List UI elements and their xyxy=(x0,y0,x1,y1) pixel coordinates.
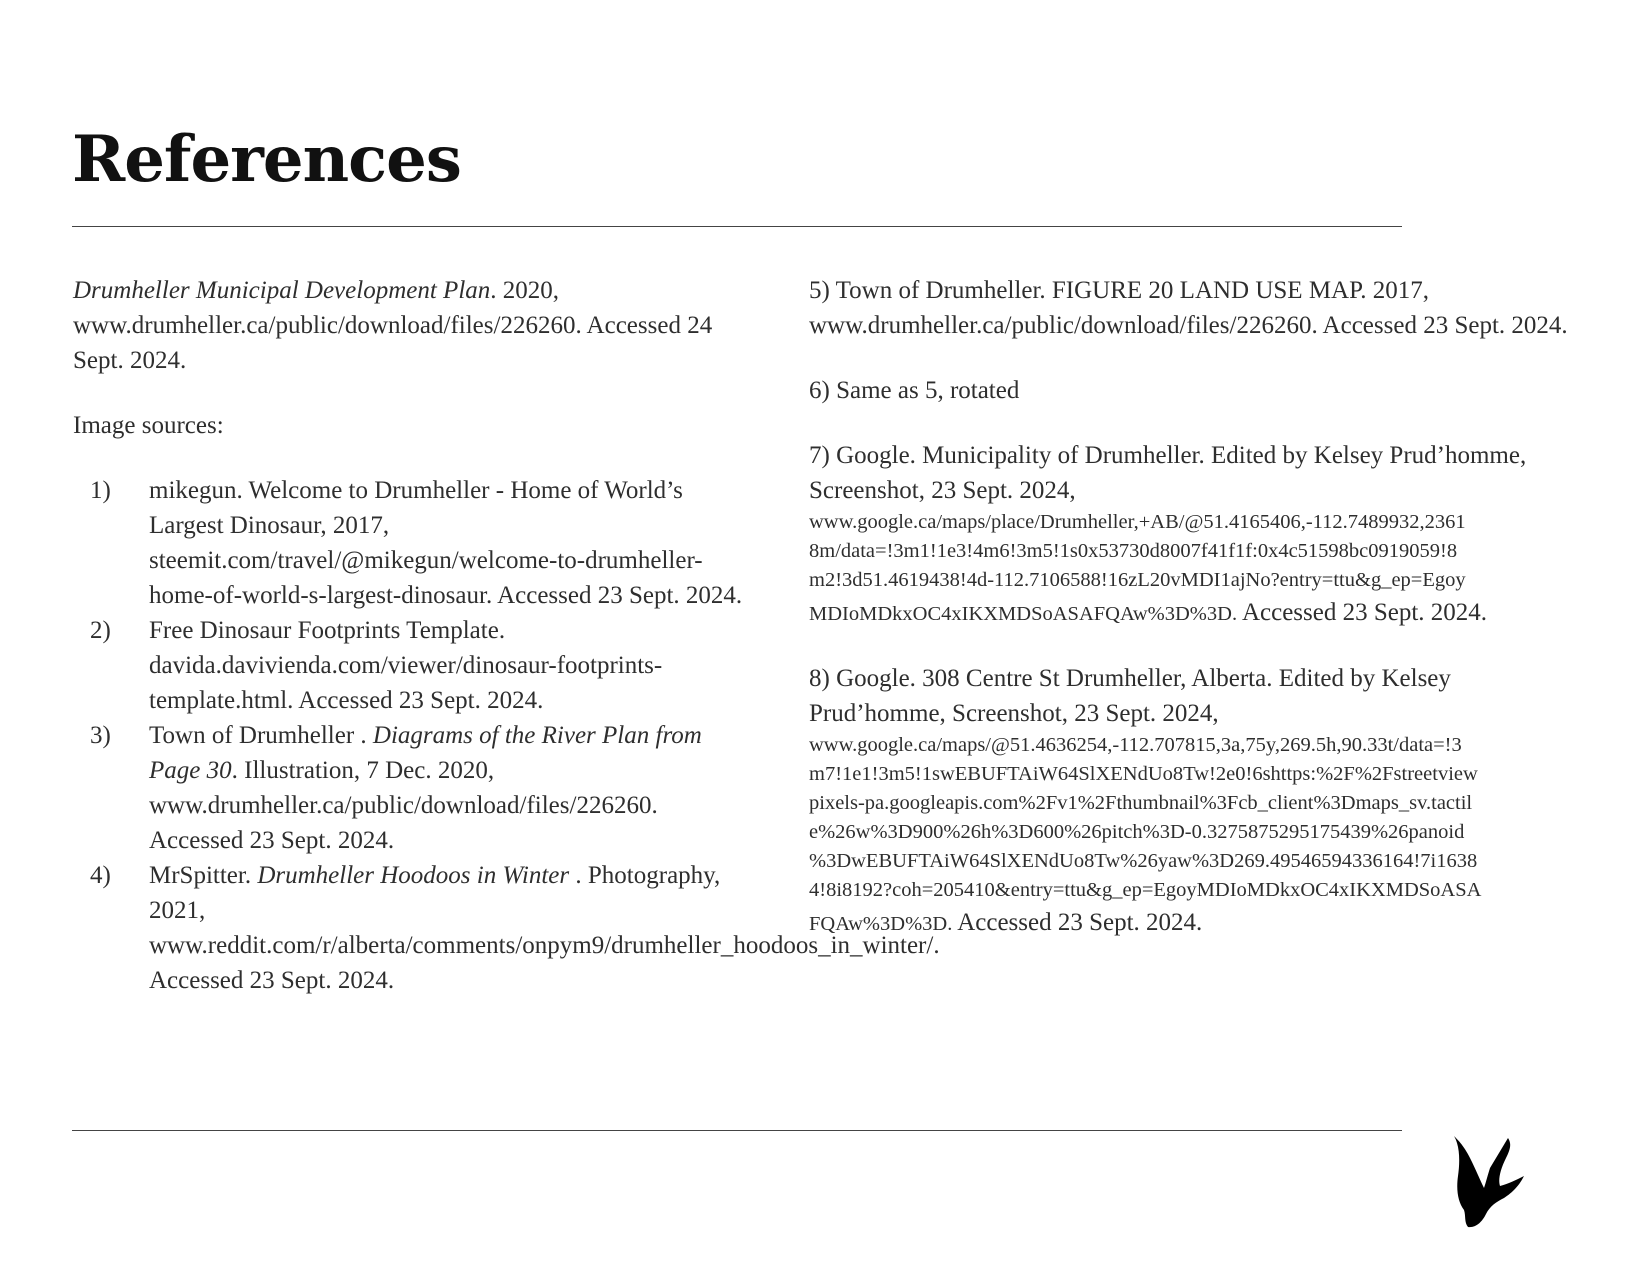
list-item-number: 1) xyxy=(90,477,111,504)
main-reference-details: . 2020, www.drumheller.ca/public/download/files/226260. Accessed 24 Sept. 2024. xyxy=(73,277,713,374)
url-line: %3DwEBUFTAiW64SlXENdUo8Tw%26yaw%3D269.49546594336164!7i1638 xyxy=(809,850,1478,872)
right-column xyxy=(809,273,1569,940)
list-item-text-post: . Illustration, 7 Dec. 2020, www.drumheller.ca/public/download/files/226260. Accessed 23 Sept. 2024. xyxy=(149,757,658,854)
list-item-title: Drumheller Hoodoos in Winter xyxy=(257,862,570,889)
reference-8 xyxy=(809,661,1569,940)
url-line: m2!3d51.4619438!4d-112.7106588!16zL20vMDI1ajNo?entry=ttu&g_ep=Egoy xyxy=(809,569,1466,591)
list-item-text: Free Dinosaur Footprints Template. davida.davivienda.com/viewer/dinosaur-footprints-template.html. Accessed 23 Sept. 2024. xyxy=(149,617,663,714)
main-reference-title: Drumheller Municipal Development Plan xyxy=(73,277,491,304)
list-item-text: mikegun. Welcome to Drumheller - Home of World’s Largest Dinosaur, 2017, steemit.com/travel/@mikegun/welcome-to-drumheller-home-of-world-s-largest-dinosaur. Accessed 23 Sept. 2024. xyxy=(149,477,743,609)
list-item-text-pre: Town of Drumheller . xyxy=(149,722,373,749)
reference-5: 5) Town of Drumheller. FIGURE 20 LAND USE MAP. 2017, www.drumheller.ca/public/download/files/226260. Accessed 23 Sept. 2024. xyxy=(809,277,1568,339)
list-item-number: 3) xyxy=(90,722,111,749)
dinosaur-footprint-icon xyxy=(1446,1136,1524,1228)
url-line: MDIoMDkxOC4xIKXMDSoASAFQAw%3D%3D. xyxy=(809,603,1238,625)
list-item-number: 4) xyxy=(90,862,111,889)
url-line: FQAw%3D%3D. xyxy=(809,913,953,935)
url-line: pixels-pa.googleapis.com%2Fv1%2Fthumbnail%3Fcb_client%3Dmaps_sv.tactil xyxy=(809,792,1473,814)
reference-7-lead: 7) Google. Municipality of Drumheller. Edited by Kelsey Prud’homme, Screenshot, 23 Sept. 2024, xyxy=(809,442,1527,504)
list-item xyxy=(73,473,745,613)
reference-8-last-line xyxy=(809,905,1569,940)
list-item-title: Diagrams of the River Plan from Page 30 xyxy=(149,722,702,784)
url-line: 8m/data=!3m1!1e3!4m6!3m5!1s0x53730d8007f41f1f:0x4c51598bc0919059!8 xyxy=(809,540,1458,562)
reference-8-url xyxy=(809,731,1569,905)
url-line: 4!8i8192?coh=205410&entry=ttu&g_ep=EgoyMDIoMDkxOC4xIKXMDSoASA xyxy=(809,879,1482,901)
bottom-divider xyxy=(72,1130,1402,1131)
url-line: www.google.ca/maps/place/Drumheller,+AB/@51.4165406,-112.7489932,2361 xyxy=(809,511,1466,533)
url-line: e%26w%3D900%26h%3D600%26pitch%3D-0.3275875295175439%26panoid xyxy=(809,821,1465,843)
list-item-text-pre: MrSpitter. xyxy=(149,862,258,889)
accessed-date: Accessed 23 Sept. 2024. xyxy=(952,909,1203,936)
main-reference xyxy=(73,273,745,378)
reference-6: 6) Same as 5, rotated xyxy=(809,377,1020,404)
list-item xyxy=(73,718,745,858)
list-item-text-post: . Photography, 2021, www.reddit.com/r/alberta/comments/onpym9/drumheller_hoodoos_in_winter/. Accessed 23 Sept. 2024. xyxy=(149,862,940,994)
reference-8-lead: 8) Google. 308 Centre St Drumheller, Alberta. Edited by Kelsey Prud’homme, Screenshot, 23 Sept. 2024, xyxy=(809,665,1451,727)
accessed-date: Accessed 23 Sept. 2024. xyxy=(1237,599,1488,626)
url-line: m7!1e1!3m5!1swEBUFTAiW64SlXENdUo8Tw!2e0!6shttps:%2F%2Fstreetview xyxy=(809,763,1478,785)
url-line: www.google.ca/maps/@51.4636254,-112.707815,3a,75y,269.5h,90.33t/data=!3 xyxy=(809,734,1462,756)
list-item xyxy=(73,613,745,718)
image-sources-label: Image sources: xyxy=(73,412,224,439)
reference-7 xyxy=(809,438,1569,630)
reference-7-last-line xyxy=(809,595,1569,630)
list-item-number: 2) xyxy=(90,617,111,644)
reference-7-url xyxy=(809,508,1569,595)
top-divider xyxy=(72,226,1402,227)
page-title: References xyxy=(72,122,461,197)
